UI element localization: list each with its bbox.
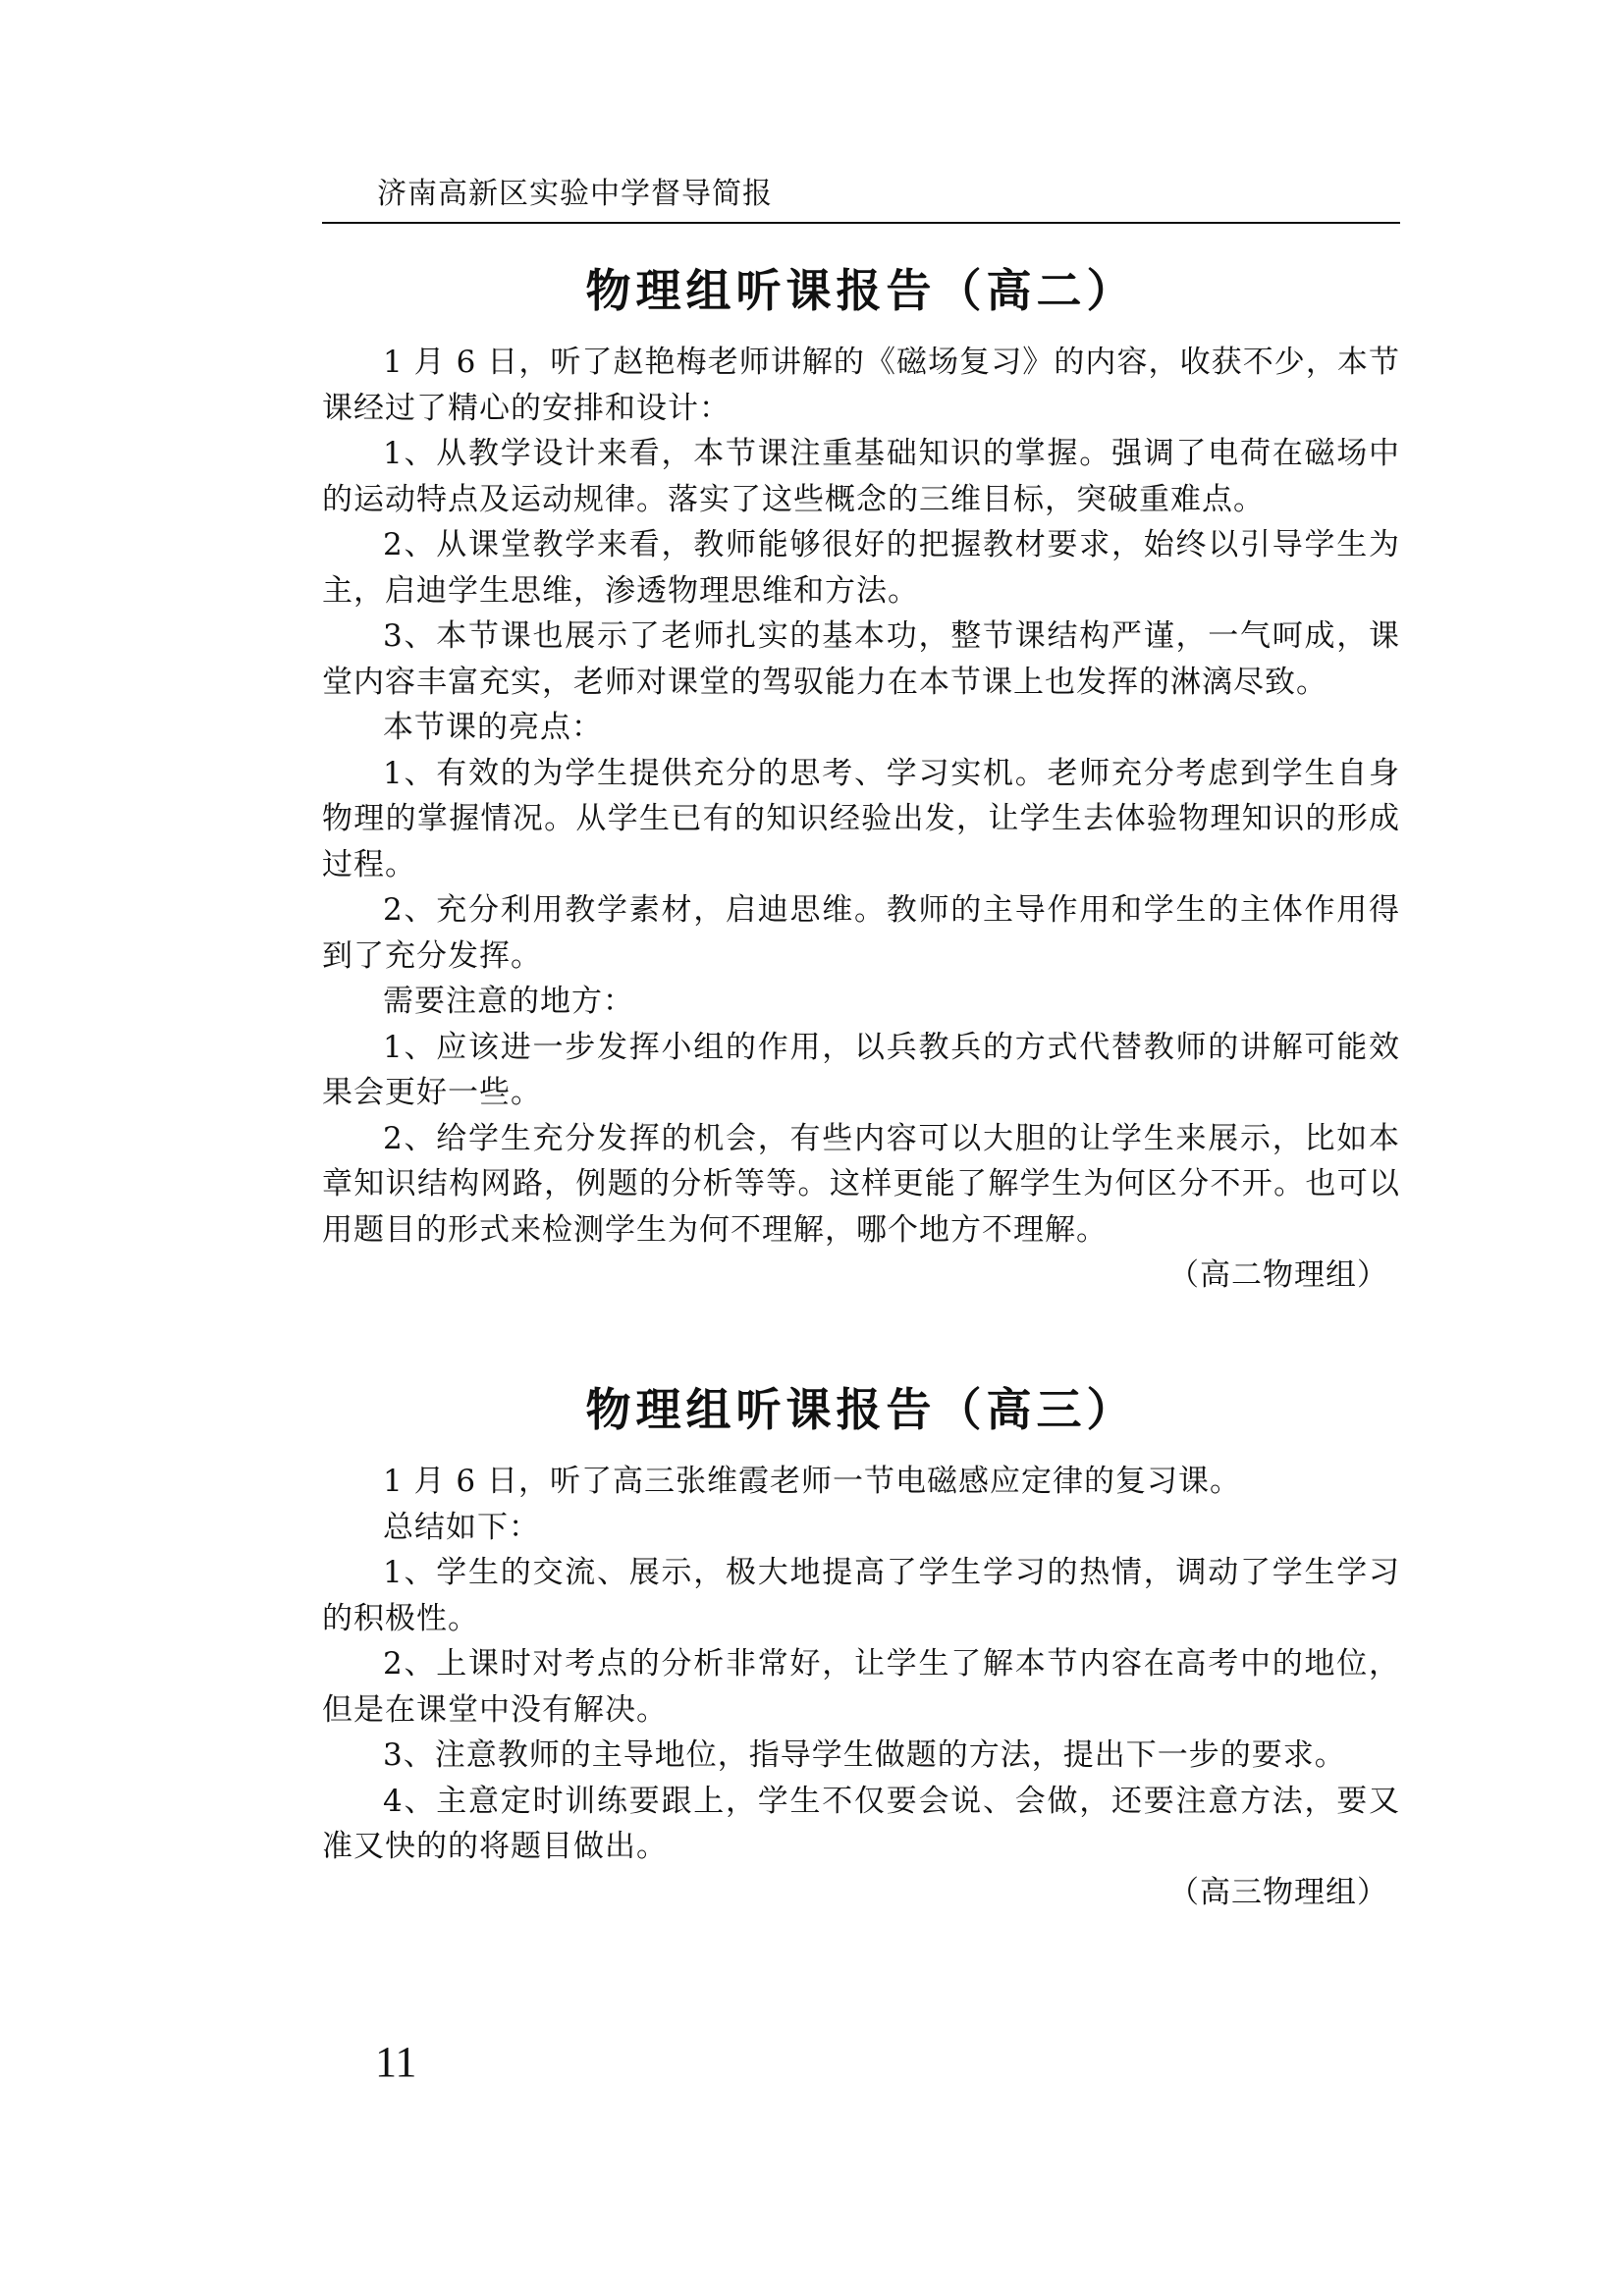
paragraph: 3、本节课也展示了老师扎实的基本功，整节课结构严谨，一气呵成，课堂内容丰富充实，老师对课堂的驾驭能力在本节课上也发挥的淋漓尽致。 <box>322 618 1400 700</box>
section-title: 物理组听课报告（高三） <box>585 1383 1137 1436</box>
signature: （高三物理组） <box>1168 1874 1388 1910</box>
page-header <box>322 169 1400 224</box>
paragraph: 2、从课堂教学来看，教师能够很好的把握教材要求，始终以引导学生为主，启迪学生思维，渗透物理思维和方法。 <box>322 527 1400 609</box>
paragraph: 1 月 6 日，听了高三张维霞老师一节电磁感应定律的复习课。 <box>383 1464 1242 1499</box>
paragraph: 1、有效的为学生提供充分的思考、学习实机。老师充分考虑到学生自身物理的掌握情况。从学生已有的知识经验出发，让学生去体验物理知识的形成过程。 <box>322 755 1400 882</box>
page-number: 11 <box>375 2038 417 2086</box>
paragraph: 需要注意的地方： <box>383 984 634 1019</box>
paragraph: 1、学生的交流、展示，极大地提高了学生学习的热情，调动了学生学习的积极性。 <box>322 1555 1400 1636</box>
paragraph: 4、主意定时训练要跟上，学生不仅要会说、会做，还要注意方法，要又准又快的的将题目做出。 <box>322 1783 1400 1864</box>
paragraph: 2、上课时对考点的分析非常好，让学生了解本节内容在高考中的地位，但是在课堂中没有解决。 <box>322 1646 1400 1728</box>
report-section-grade2 <box>322 253 1400 1299</box>
paragraph: 本节课的亮点： <box>383 710 603 745</box>
paragraph: 总结如下： <box>383 1509 540 1545</box>
section-title: 物理组听课报告（高二） <box>585 264 1137 317</box>
report-section-grade3 <box>322 1372 1400 1915</box>
paragraph: 3、注意教师的主导地位，指导学生做题的方法，提出下一步的要求。 <box>383 1737 1346 1773</box>
paragraph: 1 月 6 日，听了赵艳梅老师讲解的《磁场复习》的内容，收获不少，本节课经过了精心的安排和设计： <box>322 345 1400 426</box>
signature: （高二物理组） <box>1168 1257 1388 1293</box>
paragraph: 1、从教学设计来看，本节课注重基础知识的掌握。强调了电荷在磁场中的运动特点及运动规律。落实了这些概念的三维目标，突破重难点。 <box>322 436 1400 517</box>
header-title: 济南高新区实验中学督导简报 <box>377 177 773 211</box>
paragraph: 1、应该进一步发挥小组的作用，以兵教兵的方式代替教师的讲解可能效果会更好一些。 <box>322 1029 1400 1110</box>
paragraph: 2、充分利用教学素材，启迪思维。教师的主导作用和学生的主体作用得到了充分发挥。 <box>322 892 1400 974</box>
paragraph: 2、给学生充分发挥的机会，有些内容可以大胆的让学生来展示，比如本章知识结构网路，例题的分析等等。这样更能了解学生为何区分不开。也可以用题目的形式来检测学生为何不理解，哪个地方不理解。 <box>322 1120 1400 1248</box>
